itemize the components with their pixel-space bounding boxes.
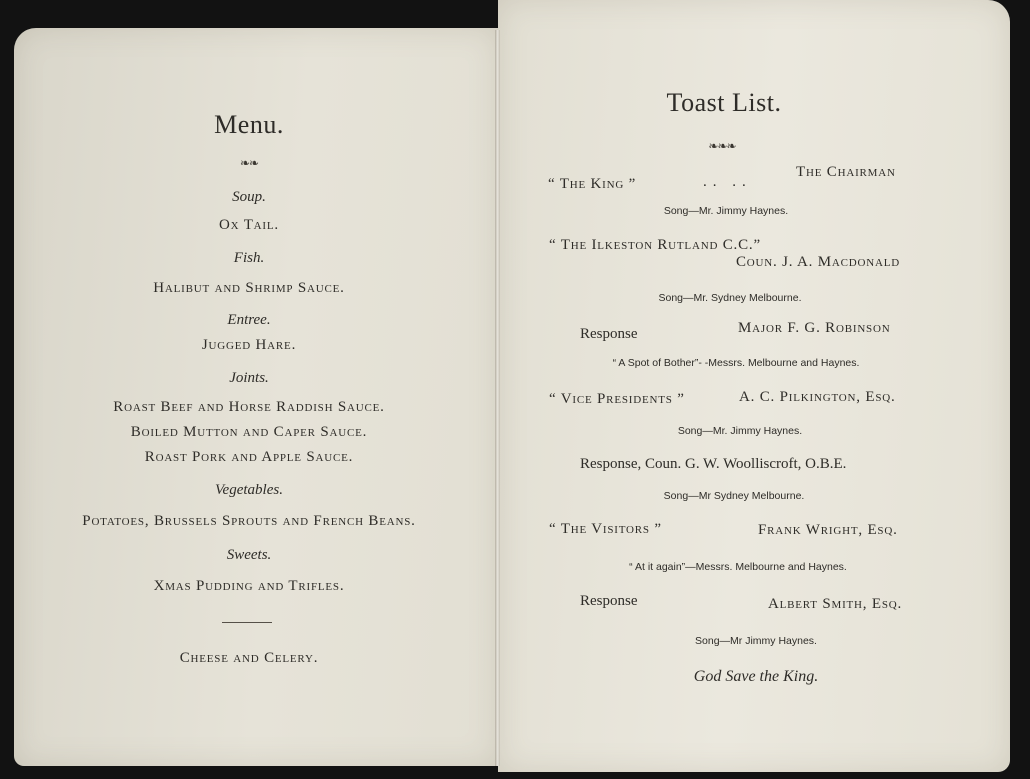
- menu-dish: Roast Pork and Apple Sauce.: [144, 449, 354, 465]
- response-name: Major F. G. Robinson: [738, 320, 891, 336]
- response-name: Albert Smith, Esq.: [768, 596, 903, 612]
- menu-dish: Roast Beef and Horse Raddish Sauce.: [113, 399, 385, 415]
- song-line: Song—Mr. Jimmy Haynes.: [677, 425, 803, 437]
- menu-title: Menu.: [214, 110, 284, 139]
- anthem-line: God Save the King.: [693, 668, 819, 685]
- menu-dish: Halibut and Shrimp Sauce.: [153, 280, 345, 296]
- toast-rutland: “ The Ilkeston Rutland C.C.”: [549, 237, 761, 253]
- menu-dish: Boiled Mutton and Caper Sauce.: [130, 424, 368, 440]
- menu-category: Fish.: [233, 250, 265, 266]
- menu-dish: Jugged Hare.: [201, 337, 297, 353]
- song-line: Song—Mr. Sydney Melbourne.: [658, 292, 802, 304]
- menu-divider: [222, 622, 272, 623]
- toast-visitors: “ The Visitors ”: [549, 521, 662, 537]
- menu-dish: Ox Tail.: [219, 217, 279, 233]
- menu-dish: Potatoes, Brussels Sprouts and French Beans.: [82, 513, 416, 529]
- toast-vice-presidents: “ Vice Presidents ”: [549, 391, 685, 407]
- toast-proposer: A. C. Pilkington, Esq.: [739, 389, 896, 405]
- sketch-line: “ At it again”—Messrs. Melbourne and Haynes.: [629, 561, 847, 573]
- toast-proposer: Frank Wright, Esq.: [758, 522, 898, 538]
- response-label: Response: [580, 326, 638, 342]
- menu-category: Joints.: [229, 370, 269, 386]
- toast-proposer: Coun. J. A. Macdonald: [736, 254, 901, 270]
- menu-dish: Cheese and Celery.: [179, 650, 319, 666]
- toast-ornament-icon: ❧❧❧: [708, 139, 736, 153]
- toast-proposer: The Chairman: [796, 164, 896, 180]
- menu-category: Vegetables.: [215, 482, 283, 498]
- menu-category: Sweets.: [226, 547, 272, 563]
- toast-dots: .. ..: [703, 174, 752, 190]
- toast-king: “ The King ”: [548, 176, 637, 192]
- menu-category: Entree.: [227, 312, 271, 328]
- menu-ornament-icon: ❧❧: [239, 156, 259, 170]
- menu-category: Soup.: [232, 189, 266, 205]
- song-line: Song—Mr. Jimmy Haynes.: [663, 205, 789, 217]
- song-line: Song—Mr Jimmy Haynes.: [695, 635, 817, 647]
- response-line: Response, Coun. G. W. Woolliscroft, O.B.E.: [580, 456, 847, 472]
- toast-list-title: Toast List.: [666, 88, 782, 117]
- song-line: Song—Mr Sydney Melbourne.: [663, 490, 805, 502]
- sketch-line: “ A Spot of Bother”- -Messrs. Melbourne and Haynes.: [612, 357, 860, 369]
- response-label: Response: [580, 593, 638, 609]
- menu-dish: Xmas Pudding and Trifles.: [153, 578, 345, 594]
